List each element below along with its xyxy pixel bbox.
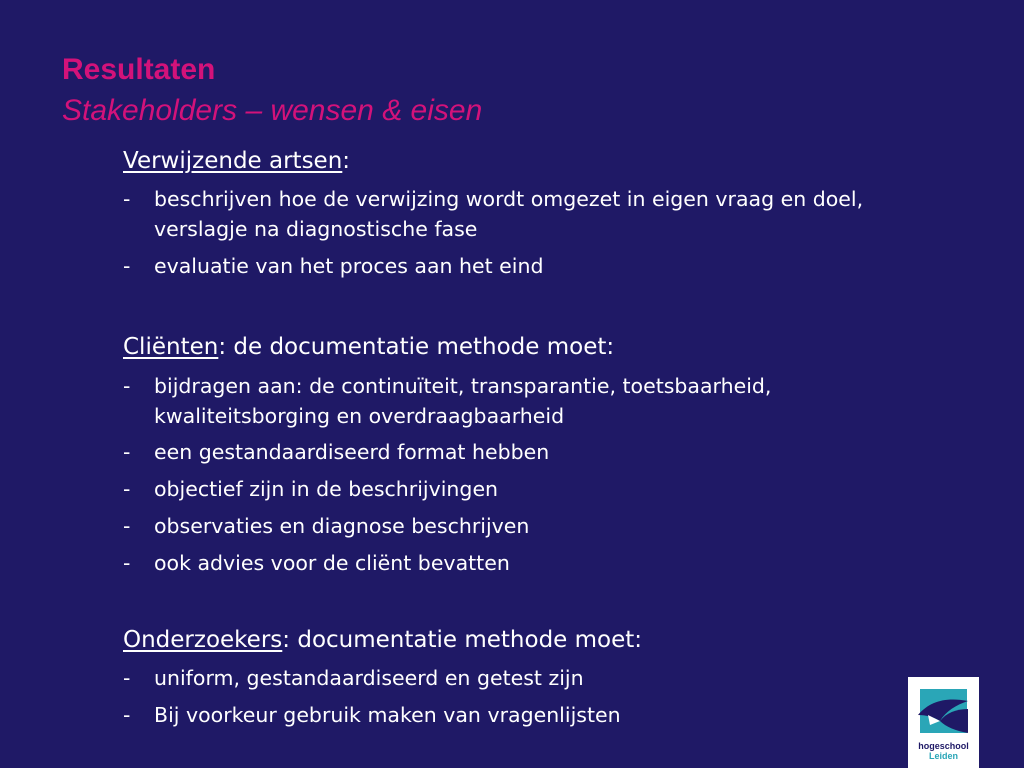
list-item: [123, 474, 943, 504]
list-item-text: objectief zijn in de beschrijvingen: [154, 477, 499, 501]
list-item-text: beschrijven hoe de verwijzing wordt omgezet in eigen vraag en doel, verslagje na diagnostische fase: [154, 187, 864, 241]
logo-text-line2: Leiden: [928, 751, 958, 761]
bullet-dash: -: [123, 666, 131, 690]
heading-rest: :: [342, 148, 351, 174]
list-item-text: een gestandaardiseerd format hebben: [154, 440, 550, 464]
list-item: [123, 511, 943, 541]
heading-rest: : documentatie methode moet:: [282, 627, 643, 653]
heading-link-clienten[interactable]: Cliënten: [123, 334, 219, 360]
bullet-dash: -: [123, 187, 131, 211]
bullet-dash: -: [123, 551, 131, 575]
list-item-text: ook advies voor de cliënt bevatten: [154, 551, 510, 575]
section-heading-clienten: [123, 332, 614, 362]
list-item: [123, 251, 943, 281]
slide-subtitle: Stakeholders – wensen & eisen: [62, 94, 483, 127]
section-heading-verwijzende-artsen: [123, 146, 350, 176]
list-item-text: evaluatie van het proces aan het eind: [154, 254, 544, 278]
list-item: [123, 371, 943, 431]
bullet-dash: -: [123, 254, 131, 278]
slide-title: Resultaten: [62, 53, 216, 86]
bullet-dash: -: [123, 477, 131, 501]
bullet-dash: -: [123, 514, 131, 538]
heading-link-onderzoekers[interactable]: Onderzoekers: [123, 627, 283, 653]
list-item-text: uniform, gestandaardiseerd en getest zijn: [154, 666, 584, 690]
list-item: [123, 700, 943, 730]
logo-text-line1: hogeschool: [918, 741, 969, 751]
list-item: [123, 548, 943, 578]
bullet-dash: -: [123, 440, 131, 464]
list-item-text: observaties en diagnose beschrijven: [154, 514, 530, 538]
heading-link-verwijzende-artsen[interactable]: Verwijzende artsen: [123, 148, 343, 174]
list-item: [123, 437, 943, 467]
heading-rest: : de documentatie methode moet:: [218, 334, 615, 360]
logo-emblem-icon: [916, 685, 971, 739]
bullet-dash: -: [123, 374, 131, 398]
section-heading-onderzoekers: [123, 625, 642, 655]
list-item-text: Bij voorkeur gebruik maken van vragenlijsten: [154, 703, 621, 727]
hogeschool-leiden-logo: [908, 677, 979, 768]
list-item-text: bijdragen aan: de continuïteit, transparantie, toetsbaarheid, kwaliteitsborging en overdraagbaarheid: [154, 374, 772, 428]
list-item: [123, 184, 943, 244]
list-item: [123, 663, 943, 693]
bullet-dash: -: [123, 703, 131, 727]
